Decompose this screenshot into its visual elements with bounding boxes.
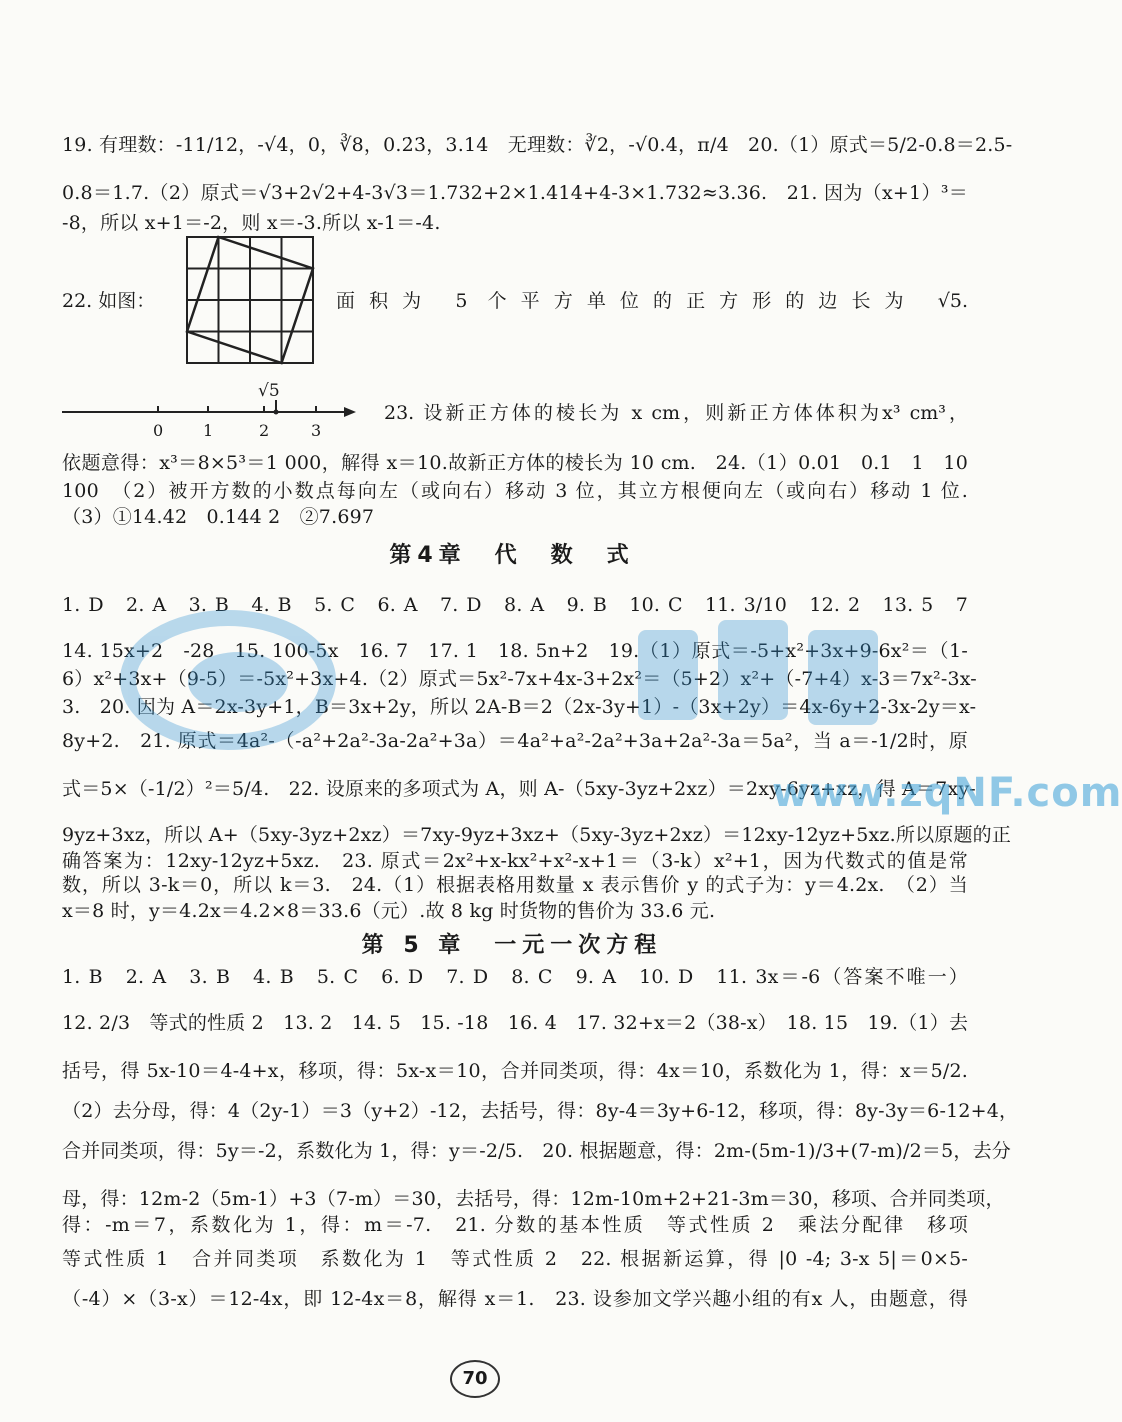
ch5-line-1: 1. B 2. A 3. B 4. B 5. C 6. D 7. D 8. C 9. A 10. D 11. 3x＝-6（答案不唯一） bbox=[62, 966, 968, 988]
ch5-line-2: 12. 2/3 等式的性质 2 13. 2 14. 5 15. -18 16. 4 17. 32+x＝2（38-x） 18. 15 19.（1）去 bbox=[62, 1012, 969, 1034]
ch5-line-3: 括号，得 5x-10＝4-4+x，移项，得：5x-x＝10，合并同类项，得：4x＝10，系数化为 1，得：x＝5/2. bbox=[62, 1060, 968, 1082]
ch4-line-6: 式＝5×（-1/2）²＝5/4. 22. 设原来的多项式为 A，则 A-（5xy-3yz+2xz）＝2xy-6yz+xz，得 A＝7xy- bbox=[62, 778, 976, 800]
q22-answer: 面积为 5 个平方单位的正方形的边长为 √5. bbox=[336, 290, 968, 312]
number-line-figure bbox=[60, 372, 360, 442]
answer-line-23-24: 依题意得：x³＝8×5³＝1 000，解得 x＝10.故新正方体的棱长为 10 cm. 24.（1）0.01 0.1 1 10 bbox=[62, 452, 968, 474]
ch4-line-3: 6）x²+3x+（9-5）＝-5x²+3x+4.（2）原式＝5x²-7x+4x-3+2x²＝（5+2）x²+（-7+4）x-3＝7x²-3x- bbox=[62, 668, 977, 690]
ch5-line-6: 母，得：12m-2（5m-1）+3（7-m）＝30，去括号，得：12m-10m+2+21-3m＝30，移项、合并同类项， bbox=[62, 1188, 1005, 1210]
tick-label-2: 2 bbox=[259, 421, 270, 440]
tick-label-3: 3 bbox=[311, 421, 322, 440]
tick-label-1: 1 bbox=[203, 421, 214, 440]
answer-line-24-2: 100 （2）被开方数的小数点每向左（或向右）移动 3 位，其立方根便向左（或向右）移动 1 位. bbox=[62, 480, 968, 502]
ch4-line-2: 14. 15x+2 -28 15. 100-5x 16. 7 17. 1 18. 5n+2 19.（1）原式＝-5+x²+3x+9-6x²＝（1- bbox=[62, 640, 968, 662]
ch4-line-7: 9yz+3xz，所以 A+（5xy-3yz+2xz）＝7xy-9yz+3xz+（5xy-3yz+2xz）＝12xy-12yz+5xz.所以原题的正 bbox=[62, 824, 1012, 846]
watermark-logo-icon bbox=[118, 610, 898, 750]
ch5-line-8: 等式性质 1 合并同类项 系数化为 1 等式性质 2 22. 根据新运算，得 |0 -4; 3-x 5|＝0×5- bbox=[62, 1248, 968, 1270]
ch5-line-5: 合并同类项，得：5y＝-2，系数化为 1，得：y＝-2/5. 20. 根据题意，得：2m-(5m-1)/3+(7-m)/2＝5，去分 bbox=[62, 1140, 1011, 1162]
ch5-line-9: （-4）×（3-x）＝12-4x，即 12-4x＝8，解得 x＝1. 23. 设参加文学兴趣小组的有x 人，由题意，得 bbox=[62, 1288, 968, 1310]
answer-line-19-20: 19. 有理数：-11/12，-√4，0，∛8，0.2̇3̇，3.14 无理数：∛2，-√0.4，π/4 20.（1）原式＝5/2-0.8＝2.5- bbox=[62, 134, 1013, 156]
q23-answer: 23. 设新正方体的棱长为 x cm，则新正方体体积为x³ cm³， bbox=[384, 402, 968, 424]
chapter-4-heading: 第4章 代 数 式 bbox=[389, 543, 635, 568]
grid-square-figure bbox=[186, 236, 314, 364]
ch4-line-4: 3. 20. 因为 A＝2x-3y+1，B＝3x+2y，所以 2A-B＝2（2x-3y+1）-（3x+2y）＝4x-6y+2-3x-2y＝x- bbox=[62, 696, 977, 718]
answer-line-21: -8，所以 x+1＝-2，则 x＝-3.所以 x-1＝-4. bbox=[62, 212, 441, 234]
chapter-5-heading: 第 5 章 一元一次方程 bbox=[361, 933, 663, 958]
tick-label-0: 0 bbox=[153, 421, 164, 440]
page-number: 70 bbox=[450, 1360, 500, 1398]
ch4-line-9: 数，所以 3-k＝0，所以 k＝3. 24.（1）根据表格用数量 x 表示售价 y 的式子为：y＝4.2x. （2）当 bbox=[62, 874, 968, 896]
ch5-line-7: 得：-m＝7，系数化为 1，得：m＝-7. 21. 分数的基本性质 等式性质 2 乘法分配律 移项 bbox=[62, 1214, 968, 1236]
ch4-line-8: 确答案为：12xy-12yz+5xz. 23. 原式＝2x²+x-kx²+x²-x+1＝（3-k）x²+1，因为代数式的值是常 bbox=[62, 850, 968, 872]
answer-line-24-3: （3）①14.42 0.144 2 ②7.697 bbox=[62, 506, 375, 528]
q22-label: 22. 如图： bbox=[62, 290, 156, 312]
answer-line-20-21: 0.8＝1.7.（2）原式＝√3+2√2+4-3√3＝1.732+2×1.414+4-3×1.732≈3.36. 21. 因为（x+1）³＝ bbox=[62, 182, 968, 204]
ch4-line-5: 8y+2. 21. 原式＝4a²-（-a²+2a²-3a-2a²+3a）＝4a²+a²-2a²+3a+2a²-3a＝5a²，当 a＝-1/2时，原 bbox=[62, 730, 968, 752]
ch4-line-10: x＝8 时，y＝4.2x＝4.2×8＝33.6（元）.故 8 kg 时货物的售价为 33.6 元. bbox=[62, 900, 716, 922]
ch4-line-1: 1. D 2. A 3. B 4. B 5. C 6. A 7. D 8. A 9. B 10. C 11. 3/10 12. 2 13. 5 7 bbox=[62, 594, 968, 616]
sqrt5-label: √5 bbox=[258, 381, 280, 401]
ch5-line-4: （2）去分母，得：4（2y-1）＝3（y+2）-12，去括号，得：8y-4＝3y+6-12，移项，得：8y-3y＝6-12+4， bbox=[62, 1100, 1019, 1122]
watermark-url: www.zqNF.com bbox=[772, 770, 1122, 816]
